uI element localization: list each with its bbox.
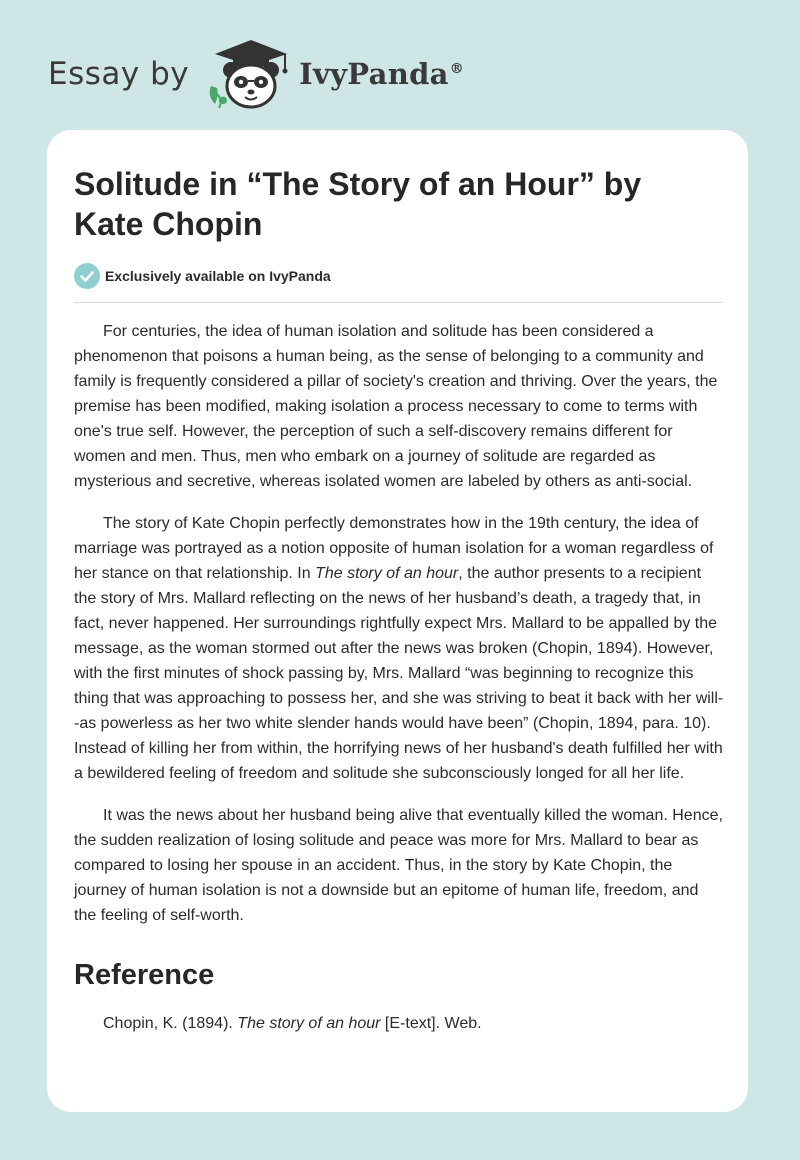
- registered-mark: ®: [449, 61, 465, 78]
- brand-header: [48, 34, 464, 114]
- essay-title: Solitude in “The Story of an Hour” by Kate Chopin: [74, 166, 642, 242]
- brand-prefix: Essay by: [48, 56, 190, 92]
- exclusive-badge-text: Exclusively available on IvyPanda: [105, 268, 331, 284]
- exclusive-badge: [74, 263, 331, 289]
- paragraph-3: It was the news about her husband being alive that eventually killed the woman. Hence, the sudden realization of losing solitude and peace was more for Mrs. Mallard to bear as compared to losing her spouse in an accident. Thus, in the story by Kate Chopin, the journey of human isolation is not a downside but an epitome of human life, freedom, and the feeling of self-worth.: [74, 807, 723, 924]
- paragraph-2: The story of Kate Chopin perfectly demonstrates how in the 19th century, the idea of marriage was portrayed as a notion opposite of human isolation for a woman regardless of her stance on that relationship. In The story of an hour, the author presents to a recipient the story of Mrs. Mallard reflecting on the news of her husband’s death, a tragedy that, in fact, never happened. Her surroundings rightfully expect Mrs. Mallard to be appalled by the message, as the woman stormed out after the news was broken (Chopin, 1894). However, with the first minutes of shock passing by, Mrs. Mallard “was beginning to recognize this thing that was approaching to possess her, and she was striving to beat it back with her will--as powerless as her two white slender hands would have been” (Chopin, 1894, para. 10). Instead of killing her from within, the horrifying news of her husband's death fulfilled her with a bewildered feeling of freedom and solitude she subconsciously longed for all her life.: [74, 515, 724, 782]
- reference-heading: Reference: [74, 959, 215, 991]
- brand-name: IvyPanda®: [299, 57, 465, 91]
- graduate-panda-icon: [205, 36, 297, 112]
- paragraph-1: For centuries, the idea of human isolation and solitude has been considered a phenomenon that poisons a human being, as the sense of belonging to a community and family is frequently considered a pillar of society's creation and thriving. Over the years, the premise has been modified, making isolation a process necessary to come to terms with one's true self. However, the perception of such a self-discovery remains different for women and men. Thus, men who embark on a journey of solitude are regarded as mysterious and secretive, whereas isolated women are labeled by others as anti-social.: [74, 323, 718, 490]
- book-title: The story of an hour: [315, 565, 459, 582]
- reference-title: The story of an hour: [237, 1015, 381, 1032]
- essay-body: [74, 319, 724, 1036]
- check-circle-icon: [74, 263, 100, 289]
- essay-card: [47, 130, 748, 1112]
- divider: [74, 302, 722, 303]
- reference-entry: Chopin, K. (1894). The story of an hour [E-text]. Web.: [103, 1015, 482, 1032]
